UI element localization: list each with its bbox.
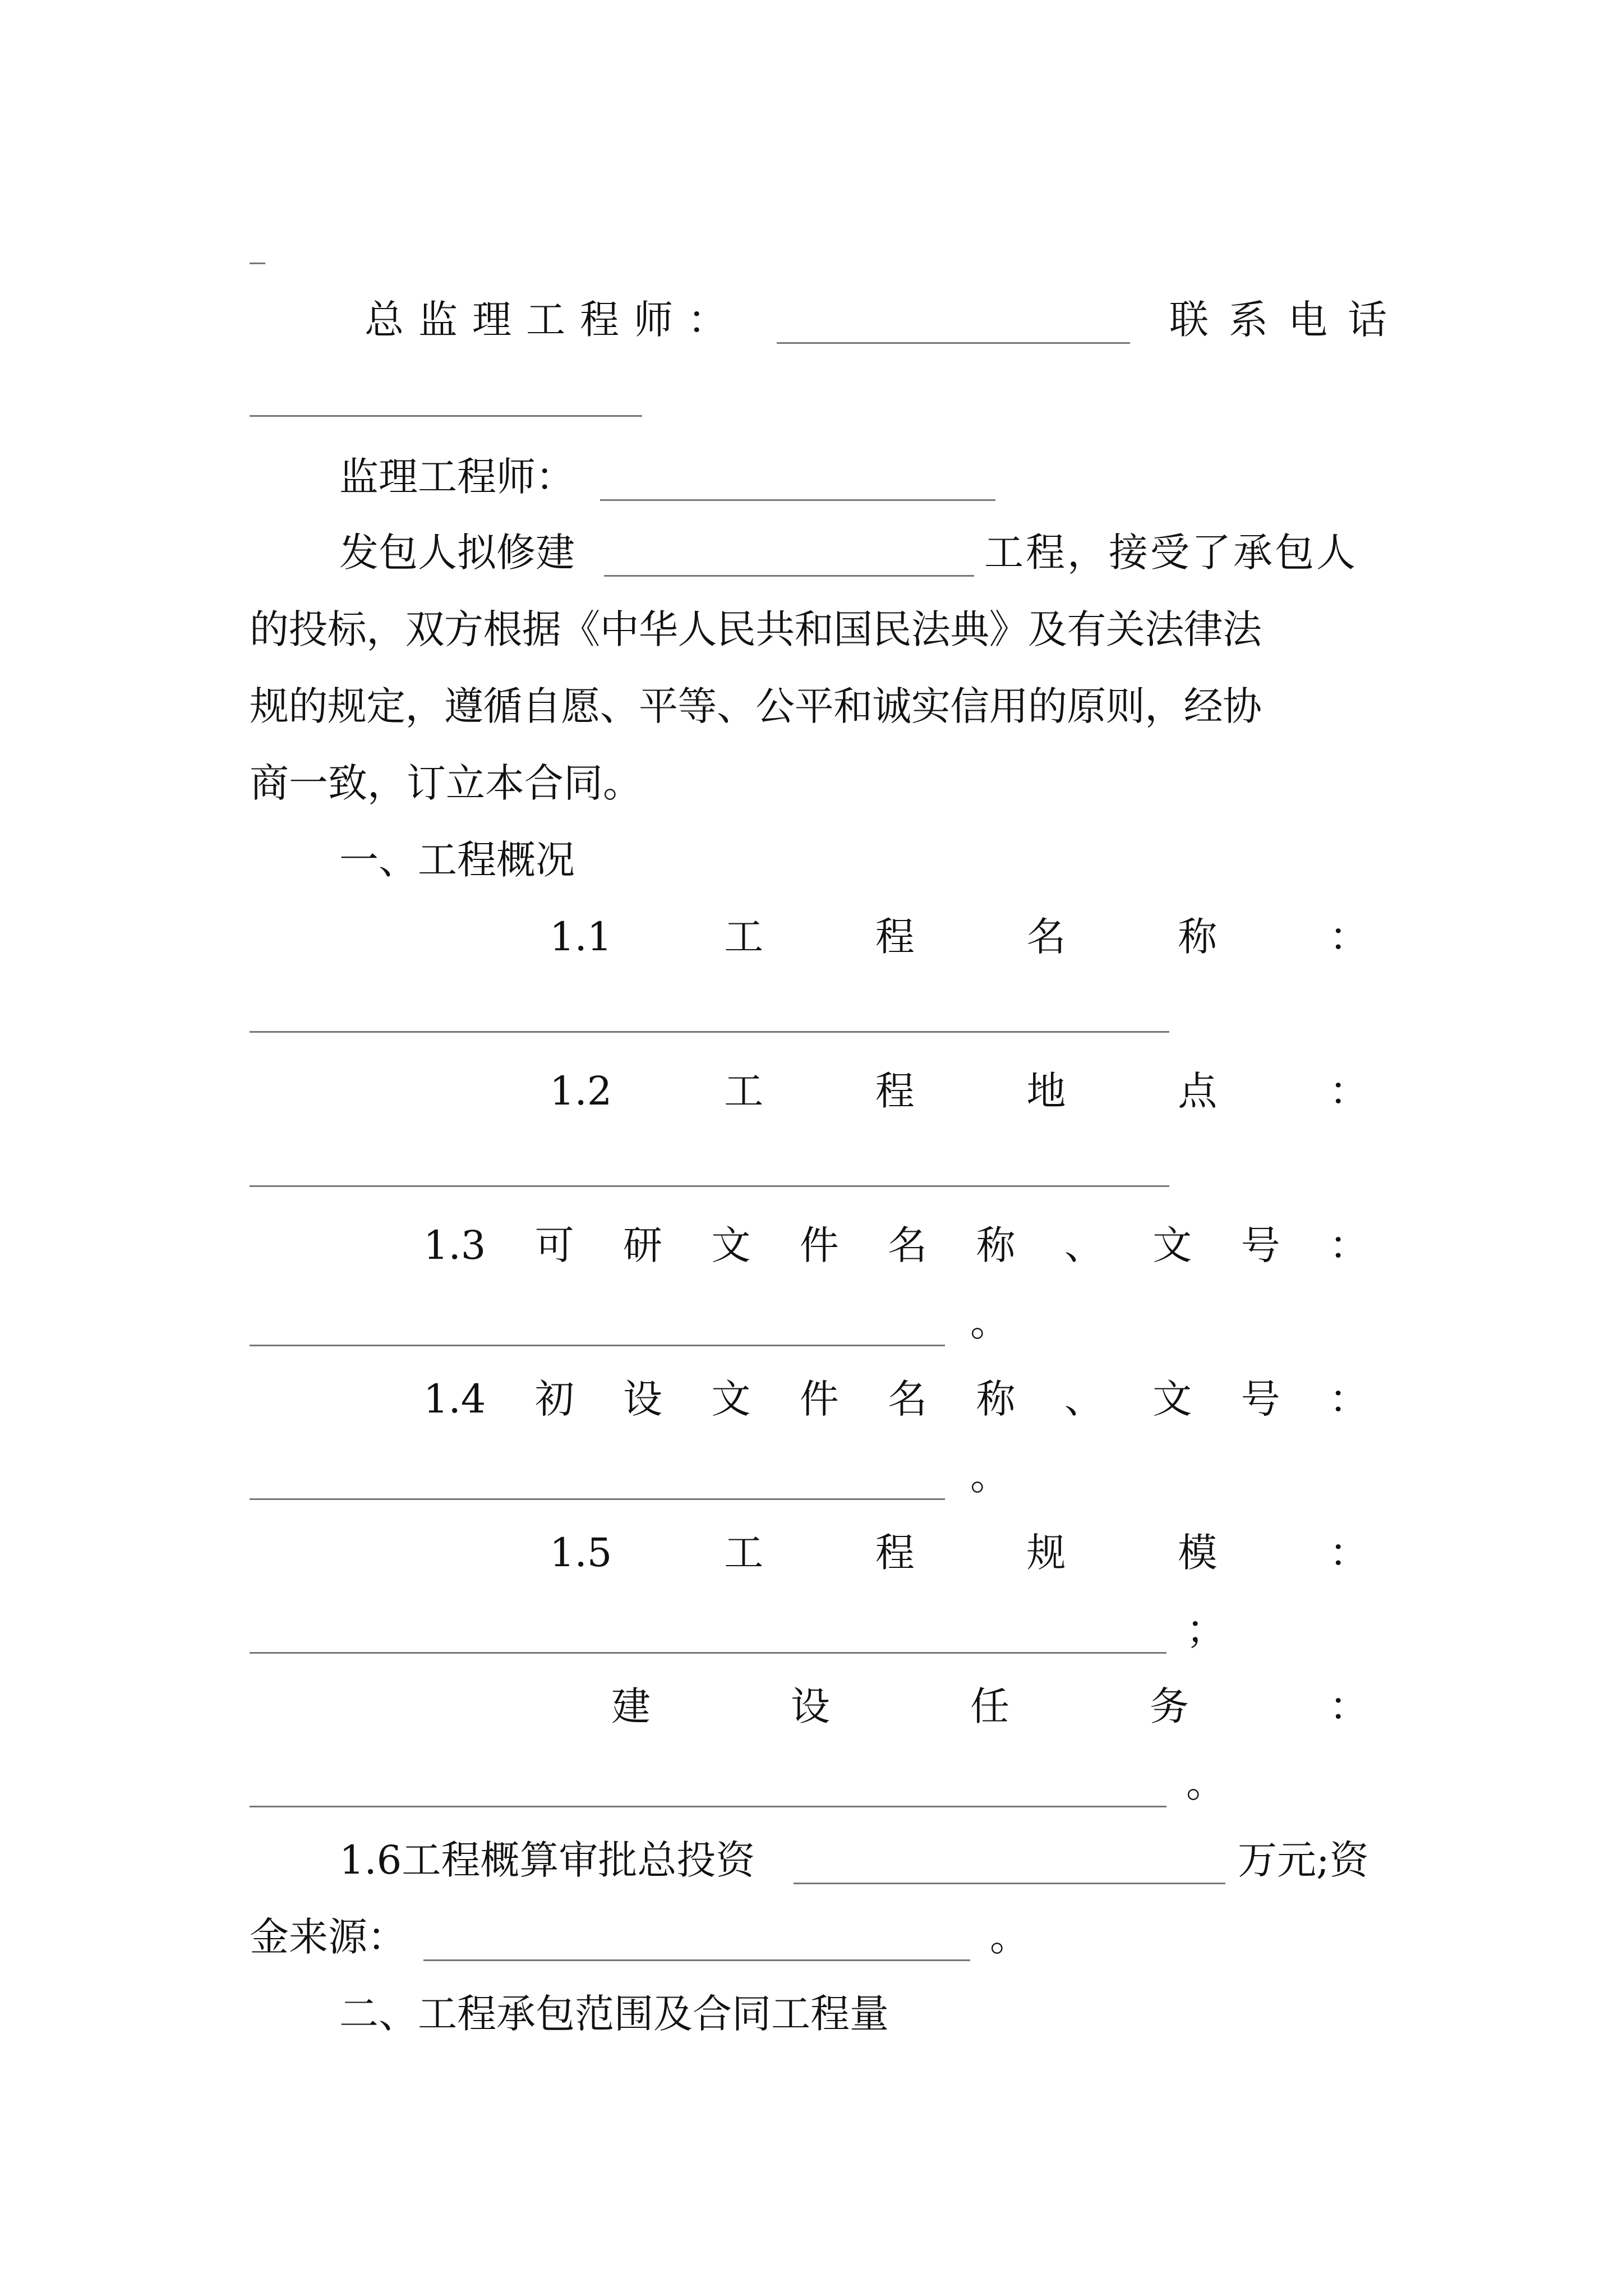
build-task-char: 设 [791, 1683, 830, 1729]
item-1-4-char: 名 [888, 1376, 928, 1422]
build-task-char: 任 [970, 1683, 1009, 1729]
funding-source-blank [423, 1959, 970, 1961]
contact-label: 联系电话 [1169, 297, 1407, 343]
item-1-4-end: 。 [970, 1453, 1009, 1499]
item-1-3-line [423, 1206, 1368, 1285]
build-task-line [611, 1667, 1368, 1746]
item-1-5-blank-line [250, 1590, 1388, 1669]
item-1-2-line [550, 1052, 1368, 1130]
item-1-3-blank [250, 1345, 945, 1346]
para1-line1 [250, 513, 1388, 592]
section2-title: 二、工程承包范围及合同工程量 [339, 1991, 889, 2037]
item-1-2-num: 1.2 [550, 1068, 612, 1114]
engineer-line [250, 438, 1388, 516]
build-task-blank-line [250, 1744, 1388, 1823]
item-1-6-line2-text: 金来源： [250, 1914, 407, 1960]
item-1-6-part-a: 1.6工程概算审批总投资 [339, 1837, 755, 1883]
item-1-5-num: 1.5 [550, 1530, 612, 1576]
item-1-4-char: 号 [1241, 1376, 1280, 1422]
para1-line4-text: 商一致，订立本合同。 [250, 760, 642, 806]
para1-line2 [250, 590, 1388, 669]
item-1-1-blank [250, 1031, 1169, 1033]
engineer-blank [600, 499, 995, 501]
item-1-4-num: 1.4 [423, 1376, 486, 1422]
item-1-2-char: 工 [724, 1068, 764, 1114]
item-1-4-char: 称 [976, 1376, 1016, 1422]
section2-heading [250, 1975, 1388, 2053]
item-1-4-char: 设 [623, 1376, 663, 1422]
item-1-1-char: 名 [1026, 914, 1066, 960]
item-1-5-char: 模 [1178, 1530, 1218, 1576]
item-1-1-char: 程 [875, 914, 915, 960]
item-1-3-blank-line [250, 1283, 1388, 1361]
item-1-2-char: 程 [875, 1068, 915, 1114]
item-1-3-char: 称 [976, 1222, 1016, 1268]
build-task-colon: ： [1329, 1683, 1368, 1729]
item-1-4-char: 文 [1152, 1376, 1192, 1422]
item-1-6-line2 [250, 1898, 1388, 1976]
item-1-4-blank [250, 1498, 945, 1500]
item-1-3-end: 。 [970, 1299, 1009, 1345]
item-1-5-end: ； [1186, 1607, 1225, 1653]
para1-line2-text: 的投标，双方根据《中华人民共和国民法典》及有关法律法 [250, 606, 1262, 652]
section1-heading [250, 821, 1388, 899]
item-1-5-colon: ： [1329, 1530, 1368, 1576]
section1-title: 一、工程概况 [339, 837, 575, 883]
build-task-char: 建 [611, 1683, 651, 1729]
engineer-label: 监理工程师： [339, 454, 575, 500]
item-1-1-num: 1.1 [550, 914, 612, 960]
item-1-4-char: 文 [711, 1376, 751, 1422]
item-1-4-char: 件 [799, 1376, 839, 1422]
item-1-2-char: 点 [1178, 1068, 1218, 1114]
chief-engineer-label: 总监理工程师： [365, 297, 741, 343]
item-1-5-char: 规 [1026, 1530, 1066, 1576]
para1-line3-text: 规的规定，遵循自愿、平等、公平和诚实信用的原则，经协 [250, 683, 1262, 729]
build-task-blank [250, 1806, 1166, 1807]
item-1-3-colon: ： [1329, 1222, 1368, 1268]
item-1-6-line [250, 1821, 1388, 1899]
build-task-end: 。 [1186, 1760, 1225, 1806]
item-1-4-colon: ： [1329, 1376, 1368, 1422]
item-1-4-line [423, 1360, 1368, 1438]
stray-rule [250, 263, 265, 264]
item-1-5-char: 程 [875, 1530, 915, 1576]
para1-part-b: 工程，接受了承包人 [984, 530, 1358, 576]
item-1-3-char: 号 [1241, 1222, 1280, 1268]
item-1-1-char: 称 [1178, 914, 1218, 960]
build-task-char: 务 [1150, 1683, 1189, 1729]
para1-line3 [250, 667, 1388, 746]
item-1-2-colon: ： [1329, 1068, 1368, 1114]
item-1-3-char: 文 [1152, 1222, 1192, 1268]
item-1-4-char: 初 [534, 1376, 574, 1422]
item-1-6-end: 。 [990, 1914, 1029, 1960]
item-1-5-blank [250, 1652, 1166, 1654]
item-1-3-char: 研 [623, 1222, 663, 1268]
chief-engineer-blank [777, 342, 1130, 344]
item-1-1-colon: ： [1329, 914, 1368, 960]
item-1-5-char: 工 [724, 1530, 764, 1576]
item-1-3-char: 文 [711, 1222, 751, 1268]
item-1-4-blank-line [250, 1437, 1388, 1515]
item-1-4-char: 、 [1064, 1376, 1104, 1422]
item-1-1-line [550, 898, 1368, 976]
contact-phone-blank [250, 415, 642, 417]
project-name-blank [604, 575, 974, 577]
item-1-3-num: 1.3 [423, 1222, 486, 1268]
item-1-3-char: 名 [888, 1222, 928, 1268]
para1-part-a: 发包人拟修建 [339, 530, 575, 576]
item-1-6-part-b: 万元;资 [1238, 1837, 1369, 1883]
investment-blank [794, 1883, 1225, 1884]
item-1-5-line [550, 1513, 1368, 1592]
item-1-2-char: 地 [1026, 1068, 1066, 1114]
para1-line4 [250, 744, 1388, 822]
item-1-3-char: 件 [799, 1222, 839, 1268]
item-1-3-char: 可 [534, 1222, 574, 1268]
chief-engineer-line [250, 280, 1407, 359]
item-1-1-char: 工 [724, 914, 764, 960]
item-1-2-blank [250, 1185, 1169, 1187]
item-1-3-char: 、 [1064, 1222, 1104, 1268]
